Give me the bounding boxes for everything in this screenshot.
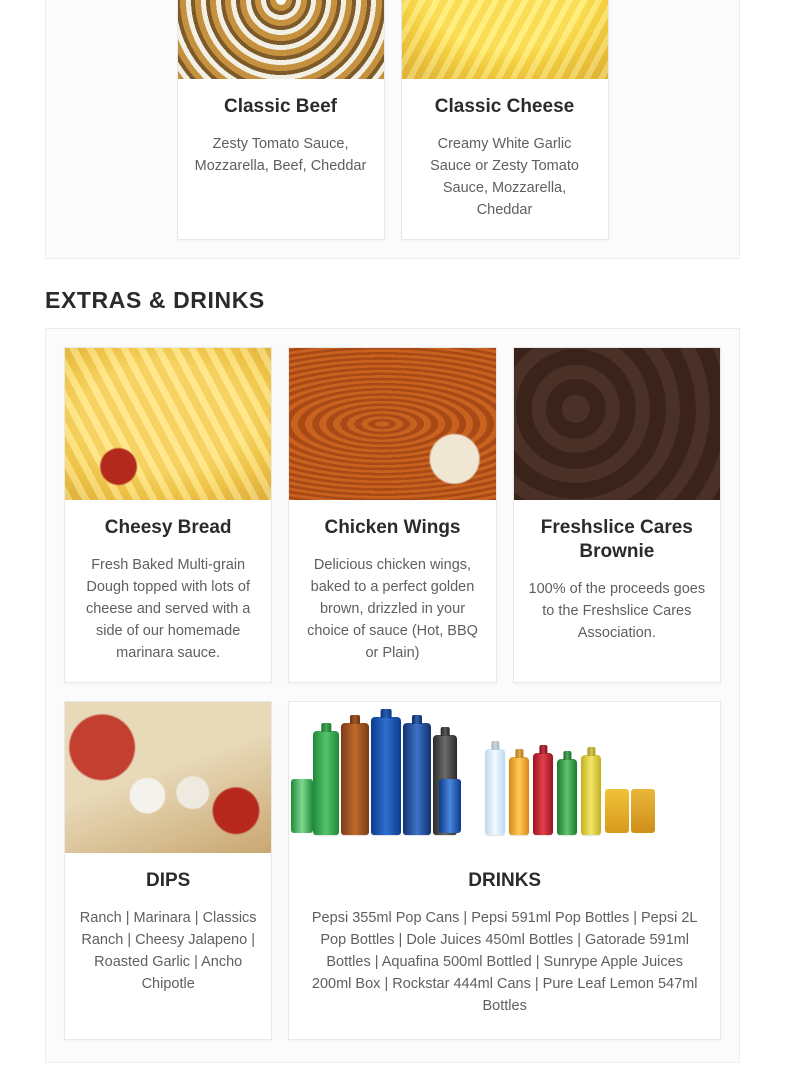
menu-card-cheesy-bread[interactable] — [64, 347, 272, 683]
bottle-aquafina — [485, 749, 505, 835]
card-description: Fresh Baked Multi-grain Dough topped with lots of cheese and served with a side of our homemade marinara sauce. — [85, 557, 251, 661]
pizza-classic-cheese-photo — [402, 0, 608, 79]
card-title: Cheesy Bread — [104, 517, 232, 538]
extras-card-row — [64, 347, 721, 683]
card-title: Classic Cheese — [434, 96, 575, 117]
card-title: DIPS — [146, 870, 191, 891]
can-7up — [291, 779, 313, 833]
dips-photo — [65, 702, 271, 853]
menu-card-chicken-wings[interactable] — [288, 347, 496, 683]
dips-drinks-card-row — [64, 701, 721, 1040]
menu-card-classic-beef[interactable] — [177, 0, 385, 240]
card-title: Classic Beef — [223, 96, 337, 117]
drinks-collage-photo — [289, 702, 720, 853]
can-pepsi — [439, 779, 461, 833]
menu-card-drinks[interactable] — [288, 701, 721, 1040]
juice-box-sunrype-1 — [605, 789, 629, 833]
bottle-cranberry-juice — [533, 753, 553, 835]
menu-card-dips[interactable] — [64, 701, 272, 1040]
card-description: Creamy White Garlic Sauce or Zesty Tomato Sauce, Mozzarella, Cheddar — [430, 136, 579, 218]
section-heading-extras-drinks: EXTRAS & DRINKS — [45, 287, 265, 313]
menu-card-freshslice-cares-brownie[interactable] — [513, 347, 721, 683]
bottle-orange-juice — [509, 757, 529, 835]
bottle-lemon-tea — [581, 755, 601, 835]
bottle-pepsi-blue-2 — [403, 723, 431, 835]
brownie-photo — [514, 348, 720, 500]
chicken-wings-photo — [289, 348, 495, 500]
bottle-7up — [313, 731, 339, 835]
card-title: DRINKS — [468, 870, 542, 891]
menu-card-classic-cheese[interactable] — [401, 0, 609, 240]
extras-section-panel — [45, 328, 740, 1063]
pizza-section-panel — [45, 0, 740, 259]
cheesy-bread-photo — [65, 348, 271, 500]
card-title: Chicken Wings — [324, 517, 461, 538]
card-description: Delicious chicken wings, baked to a perfect golden brown, drizzled in your choice of sauce (Hot, BBQ or Plain) — [307, 557, 478, 661]
bottle-pepsi-blue — [371, 717, 401, 835]
juice-box-sunrype-2 — [631, 789, 655, 833]
card-description: Ranch | Marinara | Classics Ranch | Cheesy Jalapeno | Roasted Garlic | Ancho Chipotle — [79, 910, 257, 992]
bottle-pepsi-cola — [341, 723, 369, 835]
card-description: 100% of the proceeds goes to the Freshslice Cares Association. — [528, 581, 706, 641]
card-title: Freshslice Cares Brownie — [540, 517, 693, 562]
card-description: Pepsi 355ml Pop Cans | Pepsi 591ml Pop Bottles | Pepsi 2L Pop Bottles | Dole Juices 450ml Bottles | Gatorade 591ml Bottles | Aquafina 500ml Bottled | Sunrype Apple Juices 200ml Box | Rockstar 444ml Cans | Pure Leaf Lemon 547ml Bottles — [311, 910, 698, 1014]
pizza-card-row — [64, 0, 721, 240]
card-description: Zesty Tomato Sauce, Mozzarella, Beef, Cheddar — [194, 136, 367, 174]
pizza-classic-beef-photo — [178, 0, 384, 79]
bottle-apple-juice — [557, 759, 577, 835]
